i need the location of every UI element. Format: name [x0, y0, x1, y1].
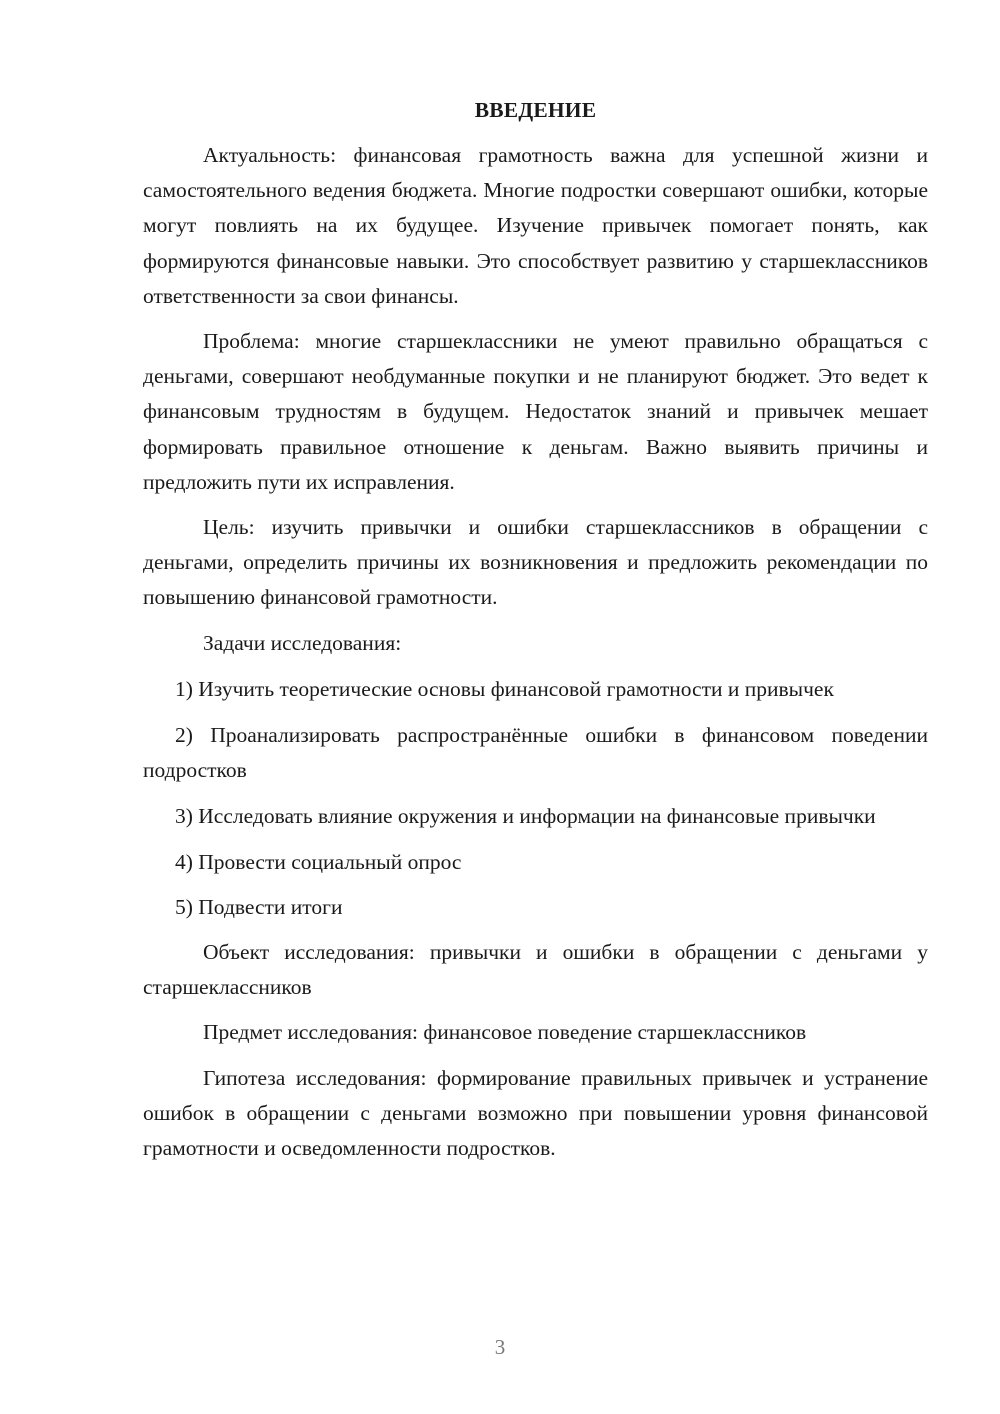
relevance-paragraph: Актуальность: финансовая грамотность важна для успешной жизни и самостоятельного ведения бюджета. Многие подростки совершают ошибки, которые могут повлиять на их будущее. Изучение привычек помогает понять, как формируются финансовые навыки. Это способствует развитию у старшеклассников ответственности за свои финансы. — [143, 143, 928, 308]
section-title: ВВЕДЕНИЕ — [474, 98, 597, 122]
hypothesis-paragraph: Гипотеза исследования: формирование правильных привычек и устранение ошибок в обращении с деньгами возможно при повышении уровня финансовой грамотности и осведомленности подростков. — [143, 1065, 928, 1161]
task-item-3: 3) Исследовать влияние окружения и информации на финансовые привычки — [175, 804, 876, 829]
subject-paragraph: Предмет исследования: финансовое поведение старшеклассников — [203, 1020, 807, 1045]
goal-paragraph: Цель: изучить привычки и ошибки старшеклассников в обращении с деньгами, определить причины их возникновения и предложить рекомендации по повышению финансовой грамотности. — [143, 515, 928, 610]
task-item-2: 2) Проанализировать распространённые ошибки в финансовом поведении подростков — [143, 723, 928, 783]
task-item-1: 1) Изучить теоретические основы финансовой грамотности и привычек — [175, 676, 834, 701]
document-page — [143, 92, 928, 1166]
page-number: 3 — [494, 1335, 506, 1359]
tasks-heading: Задачи исследования: — [203, 630, 402, 655]
problem-paragraph: Проблема: многие старшеклассники не умеют правильно обращаться с деньгами, совершают необдуманные покупки и не планируют бюджет. Это ведет к финансовым трудностям в будущем. Недостаток знаний и привычек мешает формировать правильное отношение к деньгам. Важно выявить причины и предложить пути их исправления. — [143, 329, 928, 494]
task-item-5: 5) Подвести итоги — [175, 894, 343, 919]
task-item-4: 4) Провести социальный опрос — [175, 849, 462, 874]
object-paragraph: Объект исследования: привычки и ошибки в обращении с деньгами у старшеклассников — [143, 940, 928, 1000]
